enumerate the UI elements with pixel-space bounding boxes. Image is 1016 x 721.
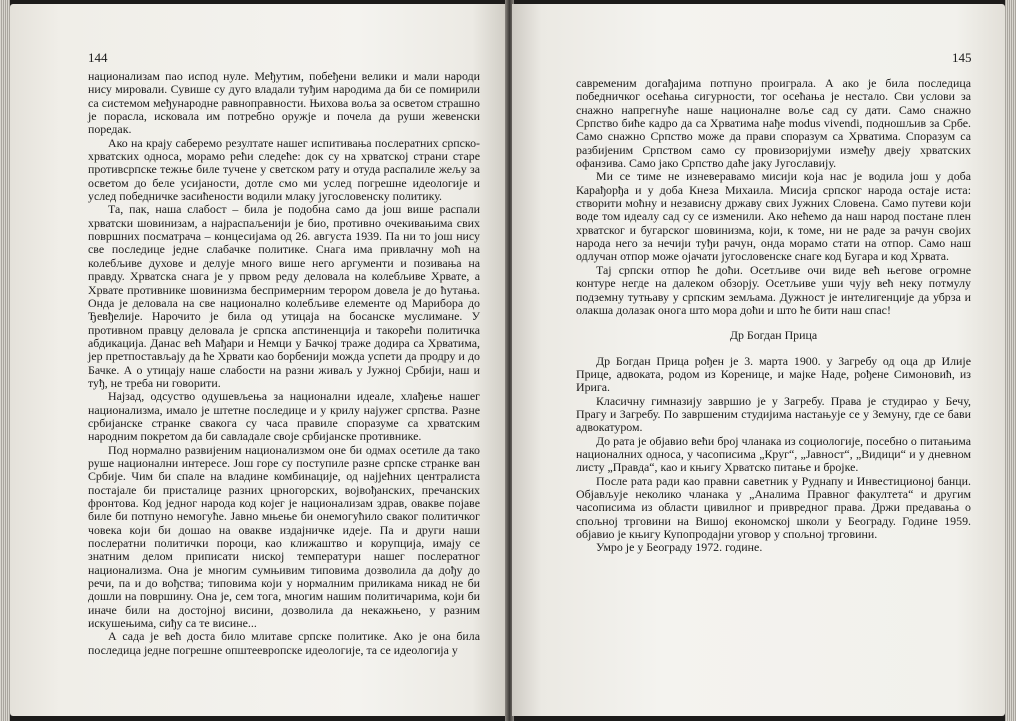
paragraph: Та, пак, наша слабост – била је подобна само да још више распали хрватски шовинизам, а најраспаљенији је био, противно очекивањима свих површних посматрача – концесијама од 26. августа 1939. Па ни то још нису све последице једне слабачке политике. Снага има привлачну моћ на колебљиве духове и делује много више него аргументи и позивања на правду. Хрватска снага је у првом реду деловала на колебљиве Хрвате, а Хрвате противнике шовинизма беспримерним терором довела је до ћутања. Онда је деловала на све национално колебљиве елементе од Марибора до Ђевђелије. Нарочито је била од утицаја на босанске муслимане. У противном правцу деловала је српска апстиненција и такорећи политичка абдикација. Данас већ Мађари и Немци у Бачкој траже додира са Хрватима, јер претпостављају да ће Хрвати као борбенији можда успети да продру и до Бачке. А о утицају наше слабости на разни живаљ у Јужној Србији, наш и туђ, не треба ни говорити. xyxy=(88,202,480,390)
page-number-right: 145 xyxy=(952,50,972,65)
left-page xyxy=(10,4,507,716)
bio-paragraph: Класичну гимназију завршио је у Загребу. Права је студирао у Бечу, Прагу и Загребу. По завршеним студијима настањује се у Земуну, где се бави адвокатуром. xyxy=(576,393,971,435)
bio-paragraph: После рата ради као правни саветник у Руднапу и Инвестиционој банци. Објављује неколико чланака у „Аналима Правног факултета“ и другим часописима из области цивилног и привредног права. Држи предавања о спољној трговини на Вишој економској школи у Београду. Године 1959. објавио је књигу Купопродајни уговор у спољној трговини. xyxy=(576,473,971,541)
section-heading: Др Богдан Прица xyxy=(729,328,818,343)
right-page xyxy=(512,4,1005,716)
paragraph: А сада је већ доста било млитаве српске политике. Ако је она била последица једне погрешне општеевропске идеологије, та се идеологија у xyxy=(88,629,480,657)
paragraph: Ако на крају саберемо резултате нашег испитивања послератних српско-хрватских односа, морамо рећи следеће: док су на хрватској страни старе противсрпске тежње биле тучене у светском рату и отуда распалиле жељу за осветом до беле усијаности, дотле смо ми услед погрешне идеологије и услед победничке засићености водили млаку југословенску политику. xyxy=(88,135,480,204)
page-number-left: 144 xyxy=(88,50,108,65)
right-page-text xyxy=(576,77,971,555)
paragraph: Тај српски отпор ће доћи. Осетљиве очи виде већ његове огромне контуре негде на далеком обзорју. Осетљиве уши чују већ неку потмулу подземну тутњаву у српским земљама. Дужност је интелигенције да убрза и олакша долазак онога што мора доћи и што ће бити наш спас! xyxy=(576,262,971,317)
left-page-edge xyxy=(0,0,10,721)
right-page-edge xyxy=(1005,0,1016,721)
paragraph: национализам пао испод нуле. Међутим, побеђени велики и мали народи нису мировали. Сувише су дуго владали туђим народима да би се помирили са системом међународне равноправности. Њихова воља за осветом страшно је порасла, исковала им потребно оружје и почела да руши жевенски поредак. xyxy=(88,69,480,137)
paragraph: Најзад, одсуство одушевљења за национални идеале, хлађење нашег национализма, имало је штетне последице и у крилу најужег српства. Разне србијанске странке свакога су часа правиле споразуме са хрватским народним покретом да би савладале своје србијанске противнике. xyxy=(88,389,480,444)
paragraph: Под нормално развијеним национализмом оне би одмах осетиле да тако руше национални интересе. Још горе су поступиле разне српске странке ван Србије. Чим би спале на владине комбинације, од најјећних централиста постајале би присталице разних црногорских, војвођанских, пречанских фронтова. Код једног народа код којег је национализам здрав, овакве појаве биле би потпуно немогуће. Јавно мњење би онемогућило сваког политичког човека који би дошао на овакве издајничке идеје. Па и други наши послератни политички пороци, као клижаштво и корупција, имају се знатним делом приписати ниској температури нашег послератног национализма. Она је многим сумњивим типовима дозволила да дођу до речи, па и до вођства; типовима који у нормалним приликама никад не би дошли на површину. Она је, сем тога, многим нашим политичарима, који би иначе били на достојној висини, дозволила да некажњено, у разним искушењима, сиђу са те висине... xyxy=(88,442,480,631)
bio-paragraph: До рата је објавио већи број чланака из социологије, посебно о питањима националних односа, у часописима „Круг“, „Јавност“, „Видици“ и у дневном листу „Правда“, као и књигу Хрватско питање и бројке. xyxy=(576,433,971,475)
bio-paragraph: Др Богдан Прица рођен је 3. марта 1900. у Загребу од оца др Илије Прице, адвоката, родом из Коренице, и мајке Наде, рођене Симоновић, из Ирига. xyxy=(576,353,971,395)
left-page-text xyxy=(88,70,480,657)
bio-paragraph: Умро је у Београду 1972. године. xyxy=(596,540,763,555)
paragraph: савременим догађајима потпуно проиграла. А ако је била последица победничког осећања сигурности, тог осећања је нестало. Сви услови за снажно напрегнуће наше националне воље сад су дати. Само снажно Српство биће кадро да са Хрватима нађе modus vivendi, подношљив за Србе. Само снажно Српство може да прави споразум са Хрватима. Споразум са разбијеним Српством само су провизоријуми између двеју хрватских офанзива. Само јако Српство даће јаку Југославију. xyxy=(576,76,971,171)
paragraph: Ми се тиме не изневеравамо мисији која нас је водила још у доба Карађорђа и у доба Кнеза Михаила. Мисија српског народа остаје иста: створити моћну и независну државу свих Јужних Словена. Само путеви који воде том идеалу сад су се изменили. Ако нећемо да наш народ постане плен хрватског и бугарског шовинизма, који, к томе, ни не раде за рачун својих народа него за нечији туђи рачун, онда морамо стати на отпор. Само наш одлучан отпор може ојачати југословенске снаге код Бугара и код Хрвата. xyxy=(576,169,971,264)
